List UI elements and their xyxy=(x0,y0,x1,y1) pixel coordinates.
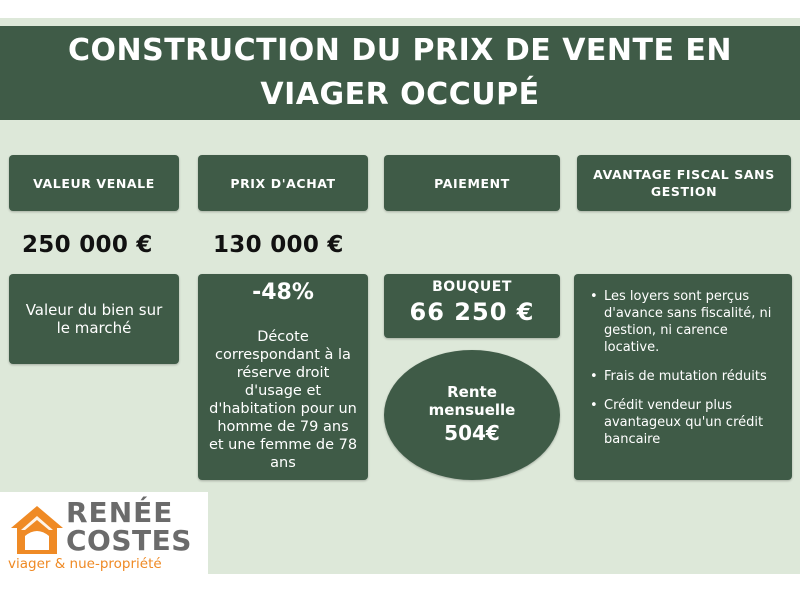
logo-name-line2: COSTES xyxy=(66,524,192,557)
header-paiement xyxy=(384,155,560,211)
header-paiement-label: PAIEMENT xyxy=(434,175,510,191)
valeur-venale-amount: 250 000 € xyxy=(22,232,153,258)
bouquet-card xyxy=(384,274,560,338)
header-avantage-fiscal-label: AVANTAGE FISCAL SANS GESTION xyxy=(593,167,775,199)
logo-tagline: viager & nue-propriété xyxy=(8,556,162,572)
valeur-venale-description: Valeur du bien sur le marché xyxy=(25,301,163,337)
rente-ellipse xyxy=(384,350,560,480)
logo-name-line1: RENÉE xyxy=(66,496,174,529)
bouquet-amount: 66 250 € xyxy=(409,298,535,326)
prix-achat-description: Décote correspondant à la réserve droit d'usage et d'habitation pour un homme de 79 ans et une femme de 78 ans xyxy=(208,329,358,471)
title-banner xyxy=(0,26,800,120)
header-valeur-venale xyxy=(9,155,179,211)
bouquet-label: BOUQUET xyxy=(432,279,512,295)
house-logo-icon xyxy=(7,502,67,562)
avantage-list xyxy=(578,288,786,448)
valeur-venale-card xyxy=(9,274,179,364)
rente-amount: 504€ xyxy=(444,421,500,445)
rente-label: Rente mensuelle xyxy=(428,383,516,419)
avantage-item: • Frais de mutation réduits xyxy=(604,368,786,385)
header-avantage-fiscal xyxy=(577,155,791,211)
prix-achat-amount: 130 000 € xyxy=(213,232,344,258)
avantage-card xyxy=(574,274,792,480)
avantage-item: • Crédit vendeur plus avantageux qu'un crédit bancaire xyxy=(604,397,786,448)
header-prix-achat-label: PRIX D'ACHAT xyxy=(230,175,336,191)
header-prix-achat xyxy=(198,155,368,211)
page-title: CONSTRUCTION DU PRIX DE VENTE EN VIAGER OCCUPÉ xyxy=(67,33,733,112)
header-valeur-venale-label: VALEUR VENALE xyxy=(33,175,155,191)
prix-achat-card xyxy=(198,274,368,480)
avantage-item: • Les loyers sont perçus d'avance sans fiscalité, ni gestion, ni carence locative. xyxy=(604,288,786,356)
prix-achat-discount: -48% xyxy=(252,280,314,305)
renee-costes-logo xyxy=(0,492,208,574)
